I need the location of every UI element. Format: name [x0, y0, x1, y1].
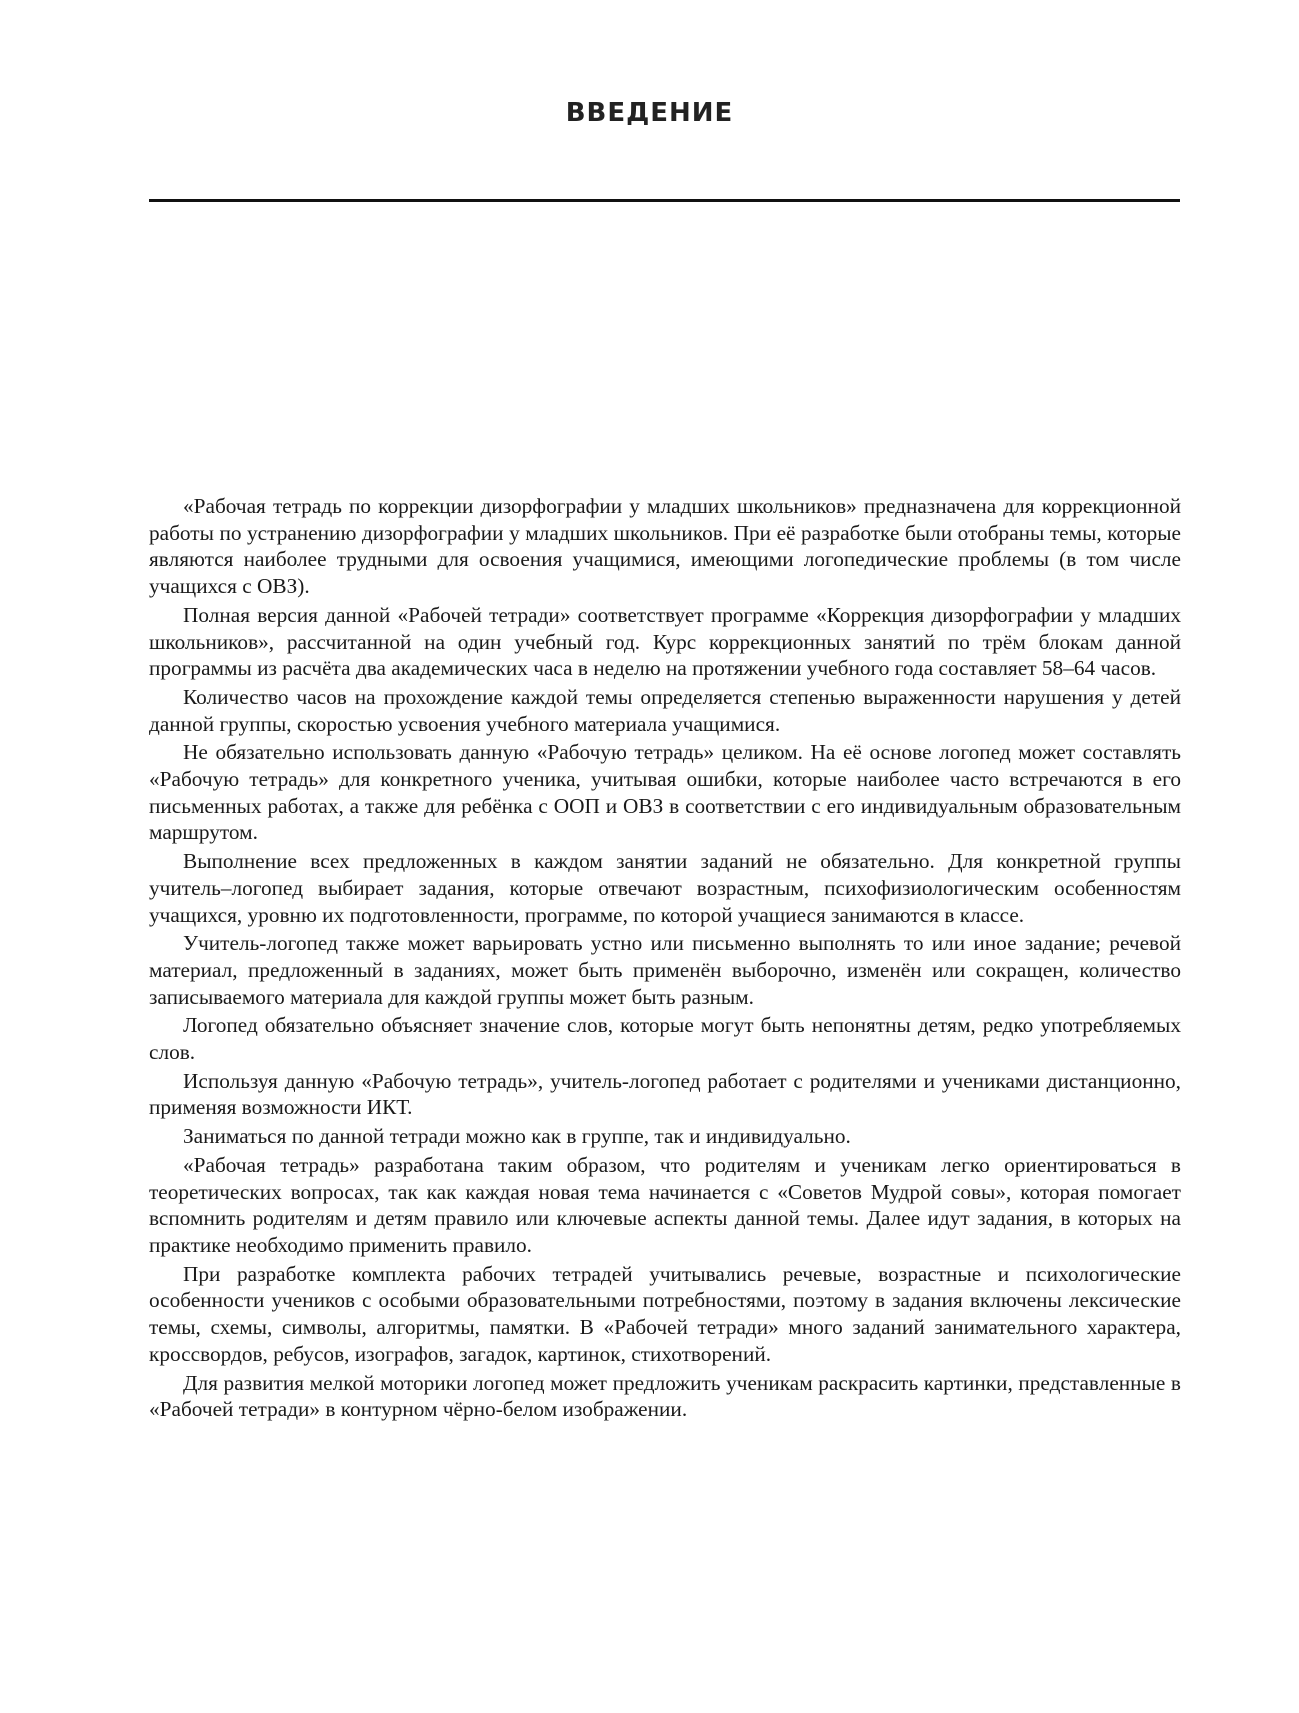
- paragraph: При разработке комплекта рабочих тетрадей учитывались речевые, возрастные и психологические особенности учеников с особыми образовательными потребностями, поэтому в задания включены лексические темы, схемы, символы, алгоритмы, памятки. В «Рабочей тетради» много заданий занимательного характера, кроссвордов, ребусов, изографов, загадок, картинок, стихотворений.: [149, 1261, 1181, 1366]
- paragraph: Заниматься по данной тетради можно как в группе, так и индивидуально.: [183, 1124, 851, 1149]
- body-text: [149, 493, 1181, 1425]
- page-title: ВВЕДЕНИЕ: [565, 98, 734, 128]
- paragraph: «Рабочая тетрадь» разработана таким образом, что родителям и ученикам легко ориентироваться в теоретических вопросах, так как каждая новая тема начинается с «Советов Мудрой совы», которая помогает вспомнить родителям и детям правило или ключевые аспекты данной темы. Далее идут задания, в которых на практике необходимо применить правило.: [149, 1152, 1181, 1257]
- paragraph: Количество часов на прохождение каждой темы определяется степенью выраженности нарушения у детей данной группы, скоростью усвоения учебного материала учащимися.: [149, 684, 1181, 736]
- paragraph: Выполнение всех предложенных в каждом занятии заданий не обязательно. Для конкретной группы учитель–логопед выбирает задания, которые отвечают возрастным, психофизиологическим особенностям учащихся, уровню их подготовленности, программе, по которой учащиеся занимаются в классе.: [149, 849, 1181, 927]
- title-divider: [149, 199, 1180, 202]
- paragraph: Полная версия данной «Рабочей тетради» соответствует программе «Коррекция дизорфографии у младших школьников», рассчитанной на один учебный год. Курс коррекционных занятий по трём блокам данной программы из расчёта два академических часа в неделю на протяжении учебного года составляет 58–64 часов.: [149, 602, 1181, 681]
- paragraph: Не обязательно использовать данную «Рабочую тетрадь» целиком. На её основе логопед может составлять «Рабочую тетрадь» для конкретного ученика, учитывая ошибки, которые наиболее часто встречаются в его письменных работах, а также для ребёнка с ООП и ОВЗ в соответствии с его индивидуальным образовательным маршрутом.: [149, 740, 1181, 845]
- paragraph: «Рабочая тетрадь по коррекции дизорфографии у младших школьников» предназначена для коррекционной работы по устранению дизорфографии у младших школьников. При её разработке были отобраны темы, которые являются наиболее трудными для освоения учащимися, имеющими логопедические проблемы (в том числе учащихся с ОВЗ).: [149, 494, 1181, 599]
- paragraph: Учитель-логопед также может варьировать устно или письменно выполнять то или иное задание; речевой материал, предложенный в заданиях, может быть применён выборочно, изменён или сокращен, количество записываемого материала для каждой группы может быть разным.: [149, 931, 1181, 1009]
- paragraph: Используя данную «Рабочую тетрадь», учитель-логопед работает с родителями и учениками дистанционно, применяя возможности ИКТ.: [149, 1068, 1181, 1120]
- paragraph: Логопед обязательно объясняет значение слов, которые могут быть непонятны детям, редко употребляемых слов.: [149, 1013, 1181, 1065]
- paragraph: Для развития мелкой моторики логопед может предложить ученикам раскрасить картинки, представленные в «Рабочей тетради» в контурном чёрно-белом изображении.: [149, 1370, 1181, 1422]
